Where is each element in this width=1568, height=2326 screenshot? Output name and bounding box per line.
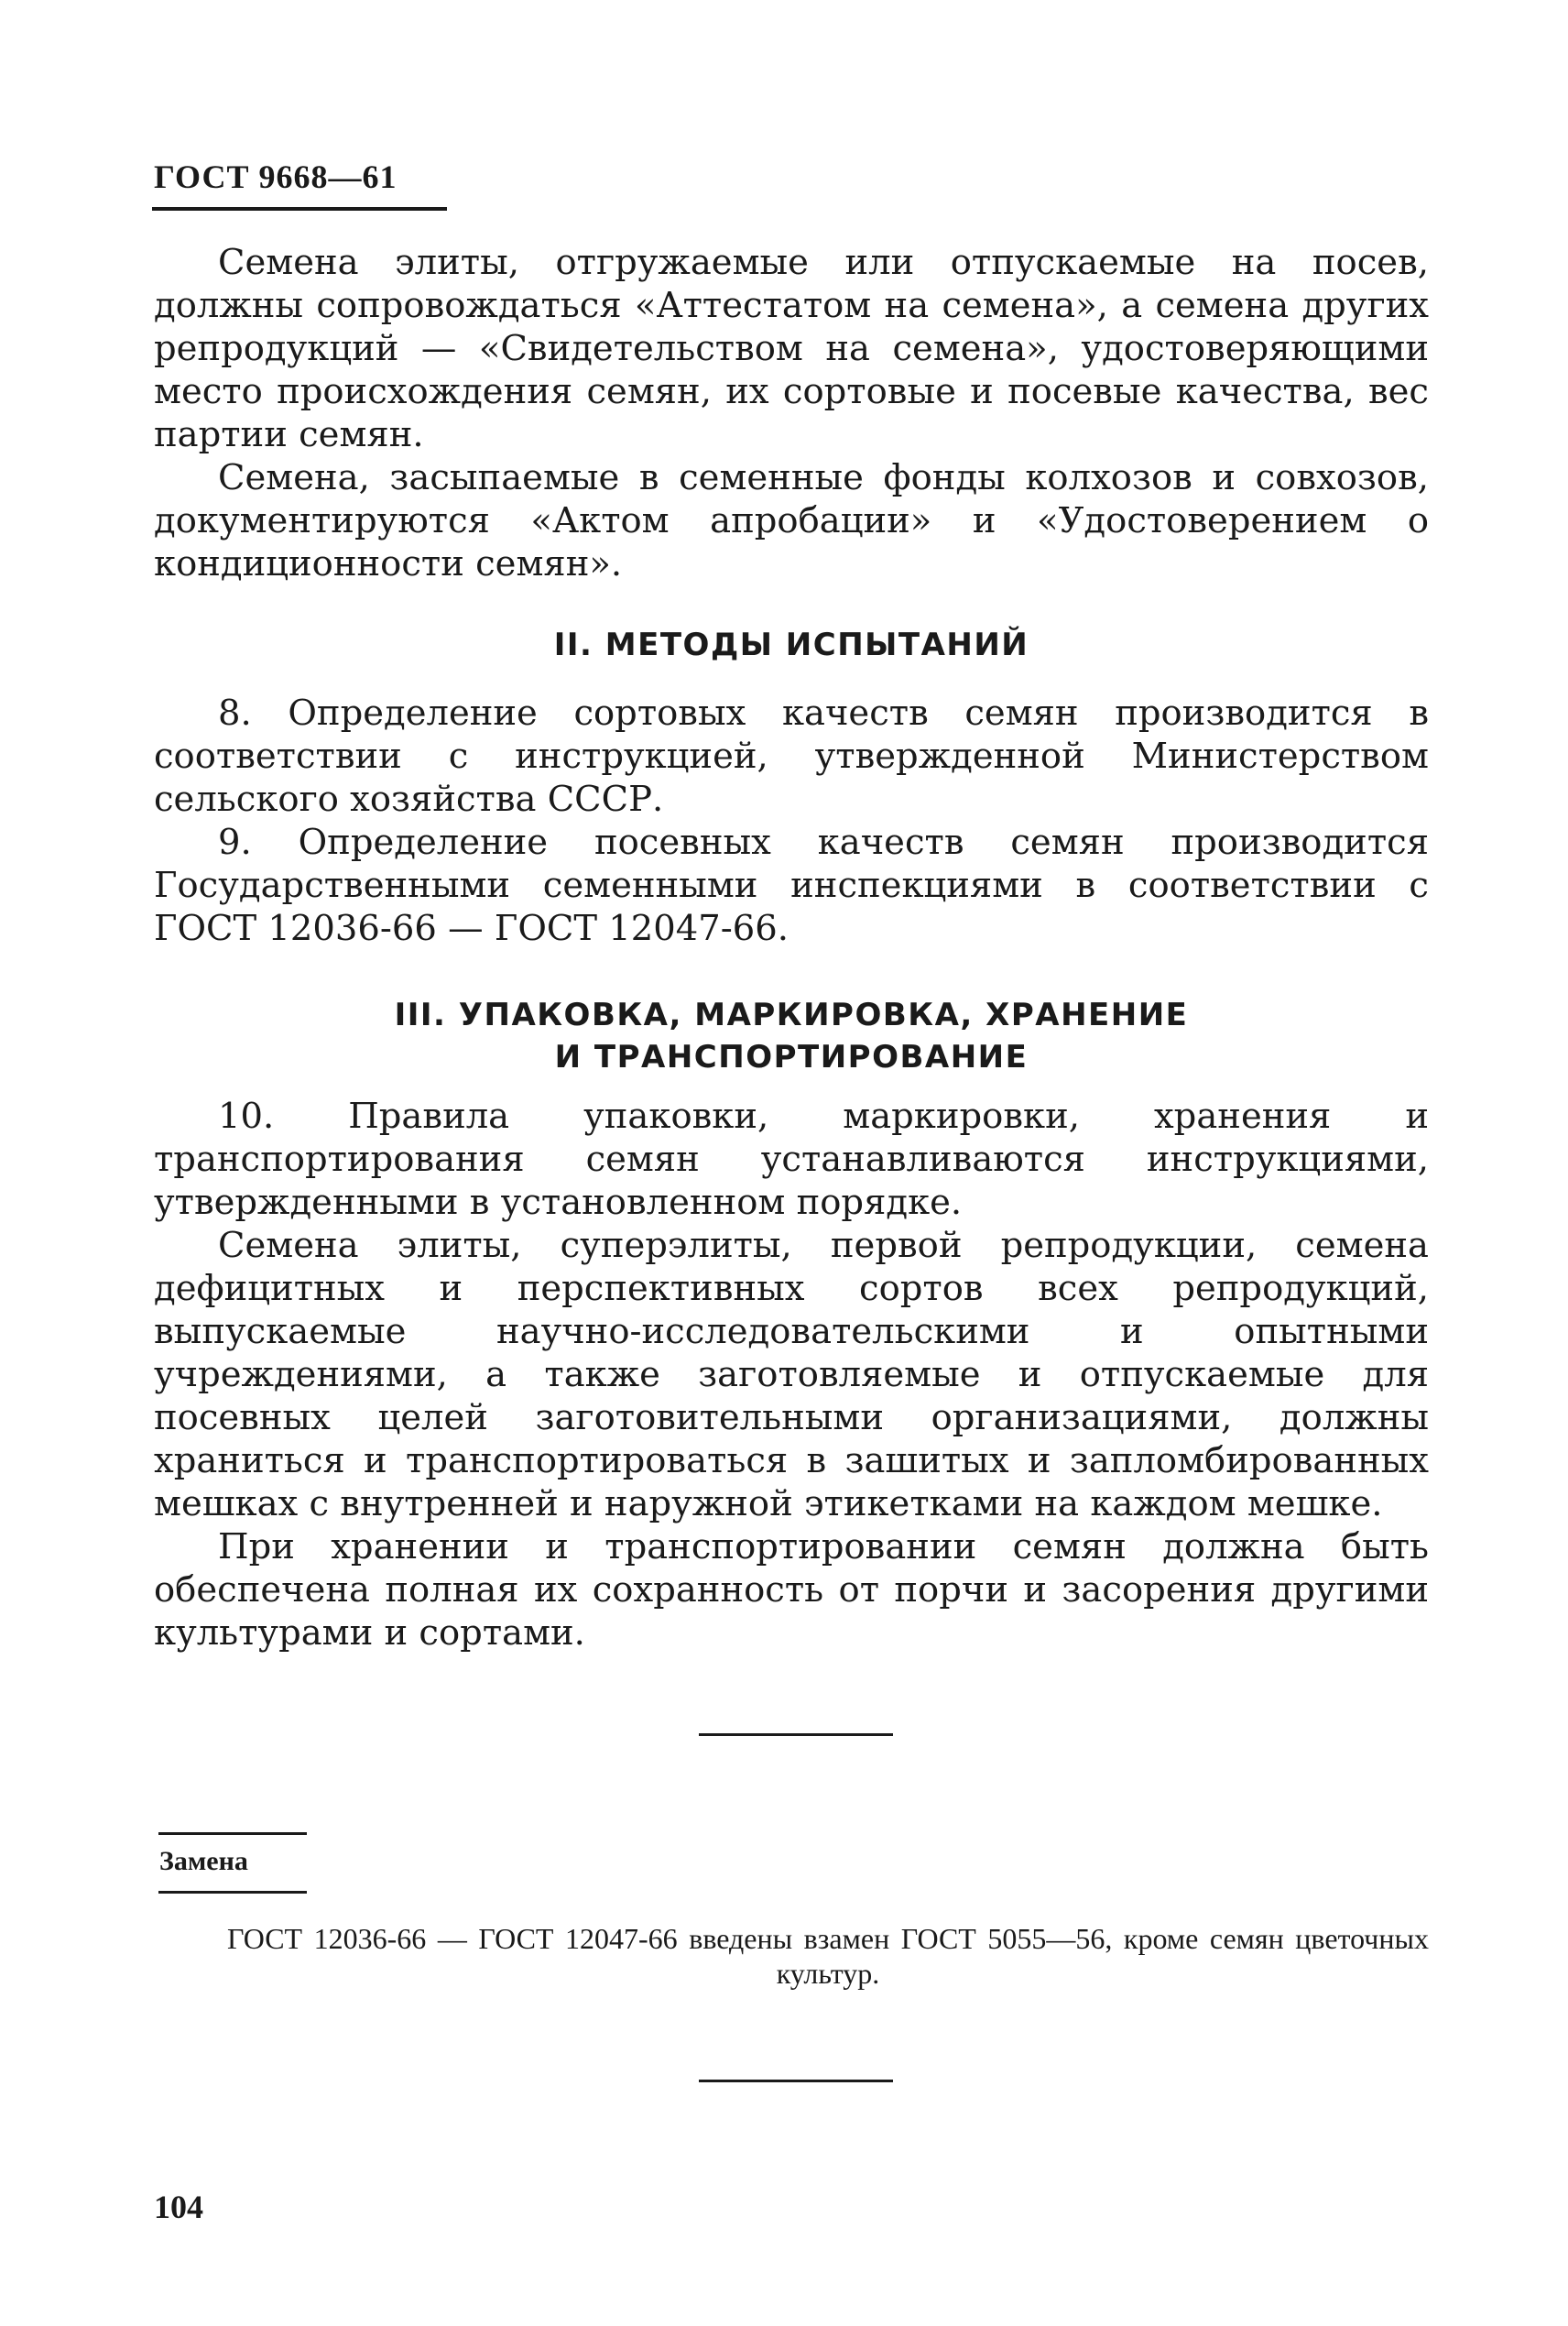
paragraph: Семена, засыпаемые в семенные фонды колхозов и совхозов, документируются «Актом апробации» и «Удостоверением о кондиционности семян». [154, 457, 1429, 584]
separator-rule [699, 2080, 893, 2082]
paragraph: 9. Определение посевных качеств семян производится Государственными семенными инспекциями в соответствии с ГОСТ 12036-66 — ГОСТ 12047-66. [154, 822, 1429, 949]
section-3-body [154, 1095, 1429, 1654]
paragraph: Семена элиты, суперэлиты, первой репродукции, семена дефицитных и перспективных сортов всех репродукций, выпускаемые научно-исследовательскими и опытными учреждениями, а также заготовляемые и отпускаемые для посевных целей заготовительными организациями, должны храниться и транспортироваться в зашитых и запломбированных мешках с внутренней и наружной этикетками на каждом мешке. [154, 1225, 1429, 1524]
header-rule [152, 207, 447, 211]
paragraph: 8. Определение сортовых качеств семян производится в соответствии с инструкцией, утвержденной Министерством сельского хозяйства СССР. [154, 693, 1429, 820]
section-1-body [154, 241, 1429, 585]
replacement-label: Замена [159, 1846, 248, 1876]
replacement-label-rule-bottom [158, 1891, 307, 1894]
page-number: 104 [154, 2189, 203, 2225]
replacement-note: ГОСТ 12036-66 — ГОСТ 12047-66 введены взамен ГОСТ 5055—56, кроме семян цветочных культур. [227, 1922, 1429, 1990]
separator-rule [699, 1733, 893, 1736]
paragraph: 10. Правила упаковки, маркировки, хранения и транспортирования семян устанавливаются инструкциями, утвержденными в установленном порядке. [154, 1096, 1429, 1223]
section-3-title-line-2: И ТРАНСПОРТИРОВАНИЕ [554, 1039, 1029, 1076]
replacement-label-rule-top [158, 1832, 307, 1835]
document-code-header: ГОСТ 9668—61 [154, 158, 397, 195]
section-2-title: II. МЕТОДЫ ИСПЫТАНИЙ [553, 627, 1029, 663]
paragraph: При хранении и транспортировании семян должна быть обеспечена полная их сохранность от порчи и засорения другими культурами и сортами. [154, 1526, 1429, 1654]
section-3-title-line-1: III. УПАКОВКА, МАРКИРОВКА, ХРАНЕНИЕ [394, 997, 1189, 1033]
paragraph: Семена элиты, отгружаемые или отпускаемые на посев, должны сопровождаться «Аттестатом на семена», а семена других репродукций — «Свидетельством на семена», удостоверяющими место происхождения семян, их сортовые и посевые качества, вес партии семян. [154, 242, 1429, 455]
section-2-body [154, 692, 1429, 950]
section-3-title [154, 994, 1429, 1078]
